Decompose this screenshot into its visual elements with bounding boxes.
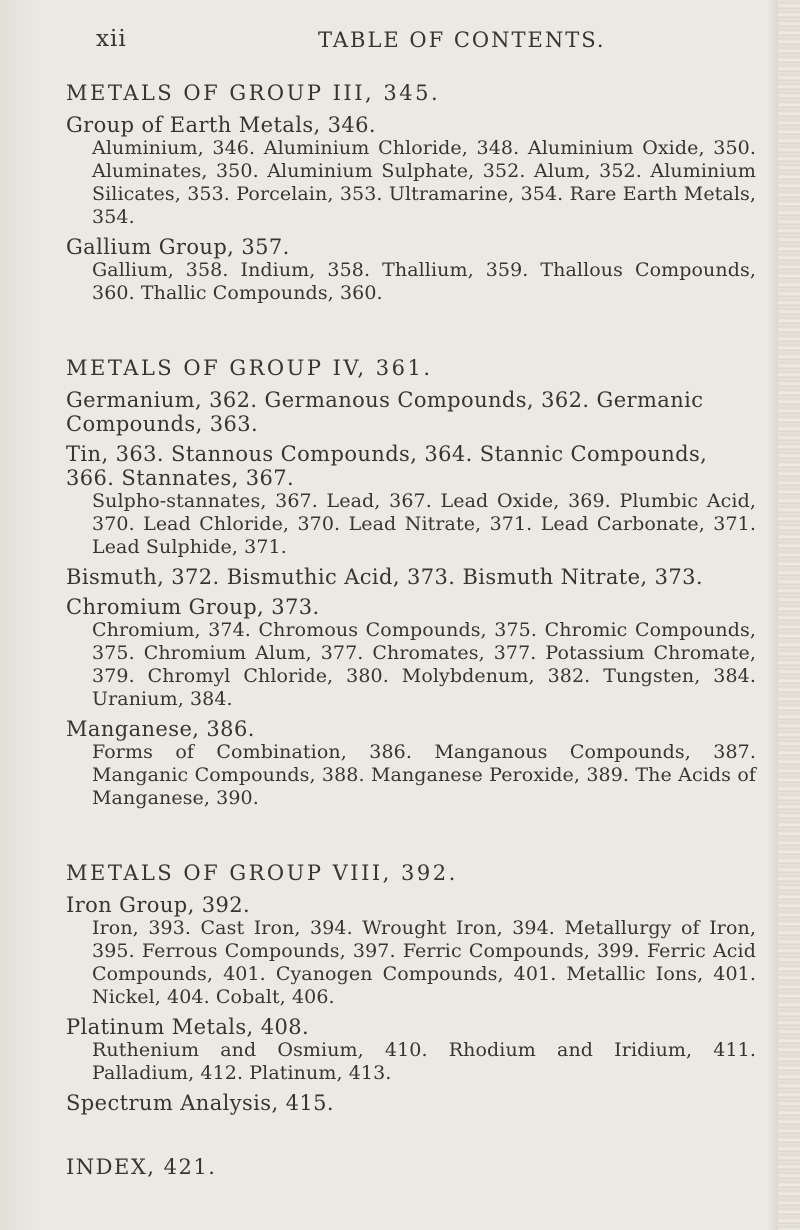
group-heading: Manganese, 386. — [66, 717, 255, 741]
group-body: Sulpho-stannates, 367. Lead, 367. Lead Oxide, 369. Plumbic Acid, 370. Lead Chloride, 370. Lead Nitrate, 371. Lead Carbonate, 371. Lead Sulphide, 371. — [92, 490, 756, 558]
group-heading: Iron Group, 392. — [66, 893, 251, 917]
group-heading: Germanium, 362. Germanous Compounds, 362. Germanic Compounds, 363. — [66, 388, 704, 436]
section-spacer — [66, 311, 756, 355]
running-head: TABLE OF CONTENTS. — [318, 28, 606, 52]
page-content — [66, 26, 756, 1179]
group-heading: Spectrum Analysis, 415. — [66, 1091, 334, 1115]
page-shadow — [0, 0, 40, 1230]
section-title: METALS OF GROUP IV, 361. — [66, 356, 433, 380]
group-body: Ruthenium and Osmium, 410. Rhodium and Iridium, 411. Palladium, 412. Platinum, 413. — [92, 1039, 756, 1084]
group-body: Forms of Combination, 386. Manganous Compounds, 387. Manganic Compounds, 388. Manganese Peroxide, 389. The Acids of Manganese, 390. — [92, 741, 756, 809]
group-body: Iron, 393. Cast Iron, 394. Wrought Iron, 394. Metallurgy of Iron, 395. Ferrous Compounds, 397. Ferric Compounds, 399. Ferric Acid Compounds, 401. Cyanogen Compounds, 401. Metallic Ions, 401. Nickel, 404. Cobalt, 406. — [92, 917, 756, 1008]
section-group-iii — [66, 80, 756, 305]
group-heading: Chromium Group, 373. — [66, 595, 320, 619]
group-heading: Bismuth, 372. Bismuthic Acid, 373. Bismuth Nitrate, 373. — [66, 565, 703, 589]
group-body: Aluminium, 346. Aluminium Chloride, 348. Aluminium Oxide, 350. Aluminates, 350. Aluminium Sulphate, 352. Alum, 352. Aluminium Silicates, 353. Porcelain, 353. Ultramarine, 354. Rare Earth Metals, 354. — [92, 137, 756, 228]
page-header — [66, 26, 756, 66]
group-heading: Tin, 363. Stannous Compounds, 364. Stannic Compounds, 366. Stannates, 367. — [66, 442, 708, 490]
page-number: xii — [96, 26, 127, 52]
section-title: METALS OF GROUP VIII, 392. — [66, 861, 458, 885]
page-gutter — [768, 0, 778, 1230]
section-group-viii — [66, 860, 756, 1115]
page-edge — [778, 0, 800, 1230]
section-group-iv — [66, 355, 756, 810]
group-heading: Platinum Metals, 408. — [66, 1015, 310, 1039]
section-title: METALS OF GROUP III, 345. — [66, 81, 441, 105]
group-heading: Group of Earth Metals, 346. — [66, 113, 377, 137]
group-body: Chromium, 374. Chromous Compounds, 375. Chromic Compounds, 375. Chromium Alum, 377. Chromates, 377. Potassium Chromate, 379. Chromyl Chloride, 380. Molybdenum, 382. Tungsten, 384. Uranium, 384. — [92, 619, 756, 710]
group-heading: Gallium Group, 357. — [66, 235, 290, 259]
index-entry: INDEX, 421. — [66, 1155, 217, 1179]
section-spacer — [66, 816, 756, 860]
group-body: Gallium, 358. Indium, 358. Thallium, 359. Thallous Compounds, 360. Thallic Compounds, 360. — [92, 259, 756, 304]
